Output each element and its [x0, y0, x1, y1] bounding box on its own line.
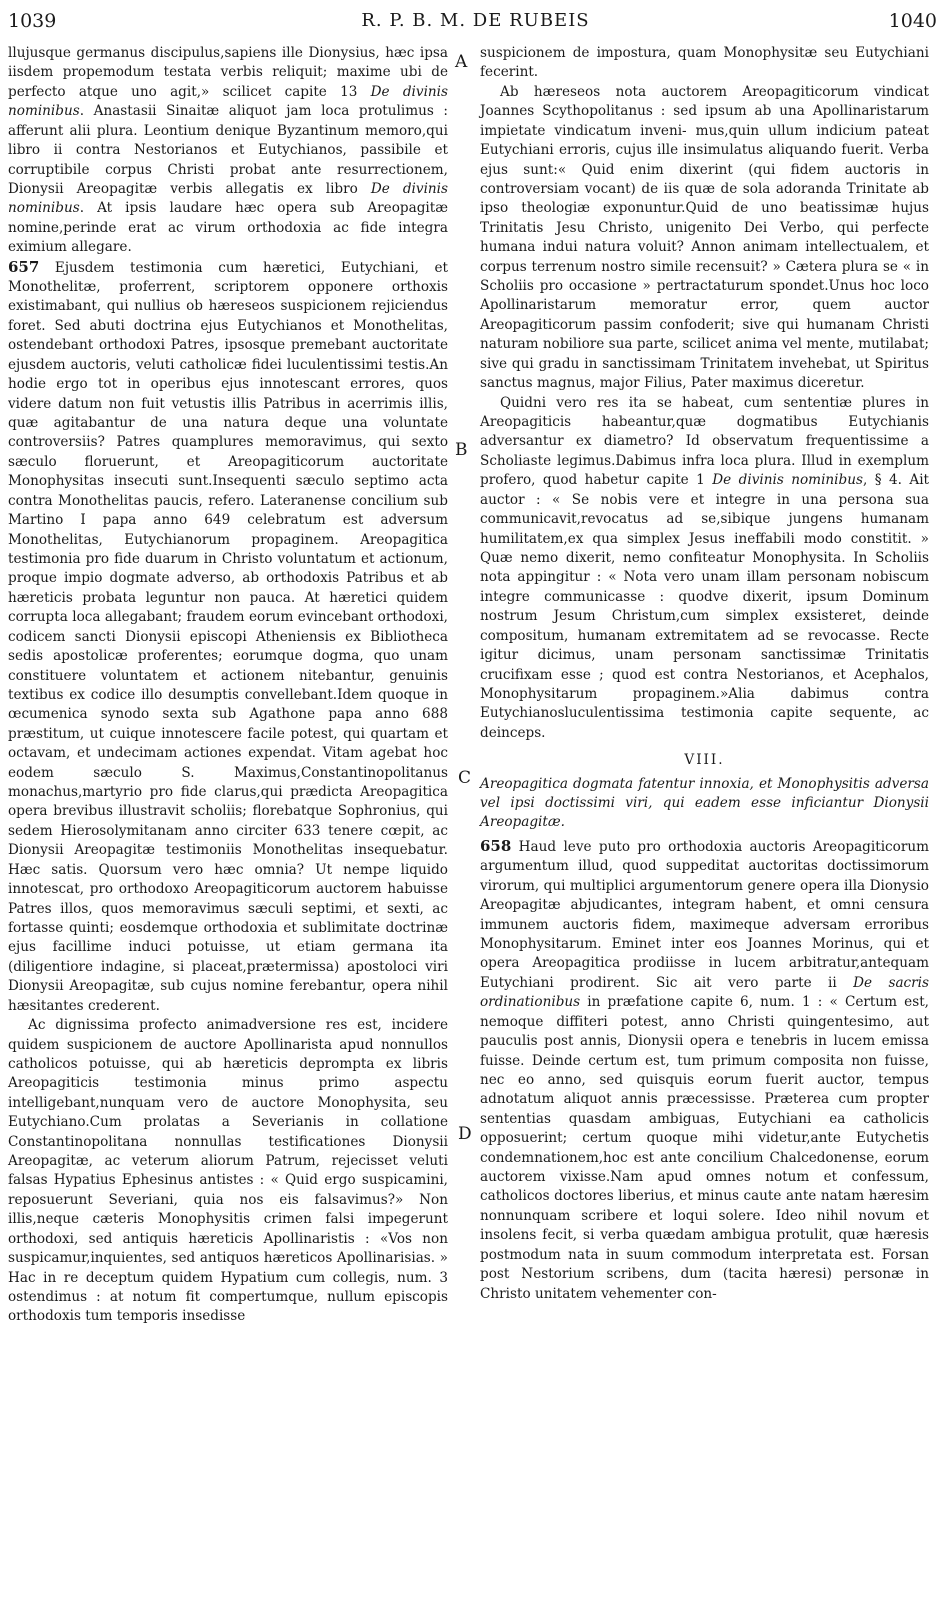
paragraph-number-658: 658 — [480, 836, 512, 855]
right-column — [480, 44, 929, 1304]
right-paragraph-3: Quidni vero res ita se habeat, cum sententiæ plures in Areopagiticis habeantur,quæ dogmatibus Eutychianis adversantur ex diametro? Id observatum frequentissime a Scholiaste legimus.Dabimus infra loca plura. Illud in exemplum profero, quod habetur capite 1 De divinis nominibus, § 4. Ait auctor : « Se nobis vere et integre in una persona sua communicavit,revocatus ad se,sibique jungens humanam humilitatem,ex qua simplex Jesus ineffabili modo constitit. » Quæ nemo dixerit, nemo confiteatur Monophysita. In Scholiis nota appingitur : « Nota vero unam illam personam nobiscum integre communicasse : quodve dixerit, ipsum Dominum nostrum Jesum Christum,cum simplex exsisteret, deinde compositum, humanam extremitatem ad se revocasse. Recte igitur dicimus, unam personam sanctissimæ Trinitatis crucifixam esse ; quod est contra Nestorianos, et Acephalos, Monophysitarum propaginem.»Alia dabimus contra Eutychianosluculentissima testimonia capite sequente, ac deinceps. — [480, 394, 929, 741]
page-header — [0, 0, 951, 40]
section-title: Areopagitica dogmata fatentur innoxia, et Monophysitis adversa vel ipsi doctissimi viri, qui eadem esse inficiantur Dionysii Areopagitæ. — [480, 775, 929, 831]
margin-letter-d: D — [458, 1124, 472, 1144]
paragraph-number-657: 657 — [8, 257, 40, 276]
left-column — [8, 44, 448, 1327]
page-number-left: 1039 — [8, 10, 57, 32]
left-paragraph-3: Ac dignissima profecto animadversione res est, incidere quidem suspicionem de auctore Apollinarista apud nonnullos catholicos potuisse, qui ab hæreticis deprompta ex libris Areopagiticis testimonia minus primo aspectu intelligebant,nunquam vero de auctore Monophysita, seu Eutychiano.Cum prolatas a Severianis in collatione Constantinopolitana nonnullas testificationes Dionysii Areopagitæ, ac veterum aliorum Patrum, rejecisset veluti falsas Hypatius Ephesinus antistes : « Quid ergo suspicamini, reposuerunt Severiani, quia nos eis falsavimus?» Non illis,neque cæteris Monophysitis crimen falsi impegerunt orthodoxi, sed antiquis hæreticis Apollinaristis : «Vos non suspicamur,inquientes, sed antiquos hæreticos Apollinarisias. » Hac in re deceptum quidem Hypatium cum collegis, num. 3 ostendimus : at notum fit compertumque, nullum episcopis orthodoxis tum temporis insedisse — [8, 1017, 448, 1325]
right-paragraph-4: 658 Haud leve puto pro orthodoxia auctoris Areopagiticorum argumentum illud, quod suppeditat auctoritas doctissimorum virorum, qui multiplici argumentorum genere opera illa Dionysio Areopagitæ abjudicantes, integram habent, et omni censura immunem auctoris fidem, maximeque adversam erroribus Monophysitarum. Eminet inter eos Joannes Morinus, qui et opera Areopagitica prodiisse in lucem arbitratur,antequam Eutychiani prodirent. Sic ait vero parte ii De sacris ordinationibus in præfatione capite 6, num. 1 : « Certum est, nemoque diffiteri potest, anno Christi quingentesimo, aut pauculis post annis, Dionysii opera e tenebris in lucem emissa fuisse. Deinde certum est, tum primum composita non fuisse, nec eo anno, sed quisquis eorum fuerit auctor, tempus adnotatum aliquot annis præcessisse. Præterea cum propter sententias quasdam ambiguas, Eutychiani ea catholicis opposuerint; certum quoque mihi videtur,ante Eutychetis condemnationem,hoc est ante concilium Chalcedonense, eorum auctorem vixisse.Nam apud omnes notum et confessum, catholicos doctores liberius, et minus caute ante natam hæresim nonnunquam scribere et loqui solere. Ideo nihil novum et insolens fecit, si verba quædam ambigua protulit, quæ hæresis postmodum nata in suum commodum interpretata est. Forsan post Nestorium scribens, dum (tacita hæresi) personæ in Christo unitatem vehementer con- — [480, 836, 929, 1302]
margin-letter-b: B — [455, 440, 468, 460]
left-paragraph-2: 657 Ejusdem testimonia cum hæretici, Eutychiani, et Monothelitæ, proferrent, scriptorem opponere orthoxis existimabant, qui nullius ob hæreseos suspicionem rejiciendus foret. Sed abuti doctrina ejus Eutychianos et Monothelitas, ostendebant orthodoxi Patres, ipsosque premebant auctoritate ejusdem auctoris, veluti catholicæ fidei luculentissimi testis.An hodie ergo tot in operibus ejus innotescant errores, quos videre datum non fuit vetustis illis Patribus in acerrimis illis, quæ agitabantur de una natura deque una voluntate controversiis? Patres quamplures memoravimus, qui sexto sæculo floruerunt, et Areopagiticorum auctoritate Monophysitas insecuti sunt.Insequenti sæculo septimo acta contra Monothelitas paucis, refero. Lateranense concilium sub Martino I papa anno 649 celebratum est adversum Monothelitas, Eutychianorum propaginem. Areopagitica testimonia pro fide duarum in Christo voluntatum et actionum, proque impio dogmate adverso, ab orthodoxis Patribus et ab hæreticis probata leguntur non pauca. At hæretici quidem corrupta loca allegabant; fraudem eorum evincebant orthodoxi, codicem sancti Dionysii episcopi Atheniensis ex Bibliotheca sedis apostolicæ proferentes; eorumque dogma, quo unam constituere voluntatem et actionem nitebantur, genuinis textibus ex codice illo desumptis convellebant.Idem quoque in œcumenica synodo sexta sub Agathone papa anno 688 præstitum, ut cuique innotescere facile potest, qui quartam et octavam, et undecimam actiones expendat. Vitam agebat hoc eodem sæculo S. Maximus,Constantinopolitanus monachus,martyrio pro fide clarus,qui prædicta Areopagitica opera brevibus illustravit scholiis; florebatque Sophronius, qui sedem Hierosolymitanam anno circiter 633 tenere cœpit, ac Dionysii Areopagitæ testimoniis Monothelitas insequebatur. Hæc satis. Quorsum vero hæc omnia? Ut nempe liquido innotescat, pro orthodoxo Areopagiticorum auctorem habuisse Patres illos, quos memoravimus sæculi septimi, et sexti, ac fortasse quinti; eosdemque orthodoxia et sublimitate doctrinæ ejus facillime induci potuisse, ut etiam germana ita (diligentiore indagine, si placeat,prætermissa) apostoloci viri Dionysii Areopagitæ, sub cujus nomine ferebantur, opera nihil hæsitantes crederent. — [8, 257, 448, 1014]
page-number-right: 1040 — [888, 10, 937, 32]
right-paragraph-2: Ab hæreseos nota auctorem Areopagiticorum vindicat Joannes Scythopolitanus : sed ipsum ab una Apollinaristarum impietate vindicatum inveni- mus,quin ullum indicium pateat Eutychiani erroris, cujus ille insimulatus aliquando fuerit. Verba ejus sunt:« Quid enim dixerint (qui fidem auctoris in controversiam vocant) de iis quæ de sola adoranda Trinitate ab ipso theologiæ exponuntur.Quid de uno beatissimæ hujus Trinitatis Jesu Christo, unigenito Dei Verbo, qui perfecte humana indui natura voluit? Annon animam intellectualem, et corpus terrenum nostro simile recensuit? » Cætera plura se « in Scholiis pro occasione » pertractaturum spondet.Unus hoc loco Apollinaristarum memoratur error, quem auctor Areopagiticorum passim confoderit; sive qui humanam Christi naturam nobiliore sua parte, scilicet anima vel mente, mutilabat; sive qui gradu in sanctissimam Trinitatem invehebat, ut Spiritus sanctus magnus, major Filius, Pater maximus diceretur. — [480, 83, 929, 392]
margin-letter-c: C — [458, 768, 472, 788]
margin-letter-a: A — [455, 52, 468, 72]
running-title: R. P. B. M. DE RUBEIS — [361, 10, 590, 31]
left-paragraph-1: llujusque germanus discipulus,sapiens ille Dionysius, hæc ipsa iisdem propemodum testata verbis reliquit; maxime ubi de perfecto atque uno agit,» scilicet capite 13 De divinis nominibus. Anastasii Sinaitæ aliquot jam loca protulimus : afferunt alii plura. Leontium denique Byzantinum memoro,qui libro ii contra Nestorianos et Eutychianos, passibile et corruptibile corpus Christi probat ante resurrectionem, Dionysii Areopagitæ verbis allegatis ex libro De divinis nominibus. At ipsis laudare hæc opera sub Areopagitæ nomine,perinde erat ac virum orthodoxia ac fide integra eximium allegare. — [8, 45, 449, 256]
right-paragraph-1: suspicionem de impostura, quam Monophysitæ seu Eutychiani fecerint. — [480, 45, 929, 81]
section-number: VIII. — [684, 752, 725, 769]
